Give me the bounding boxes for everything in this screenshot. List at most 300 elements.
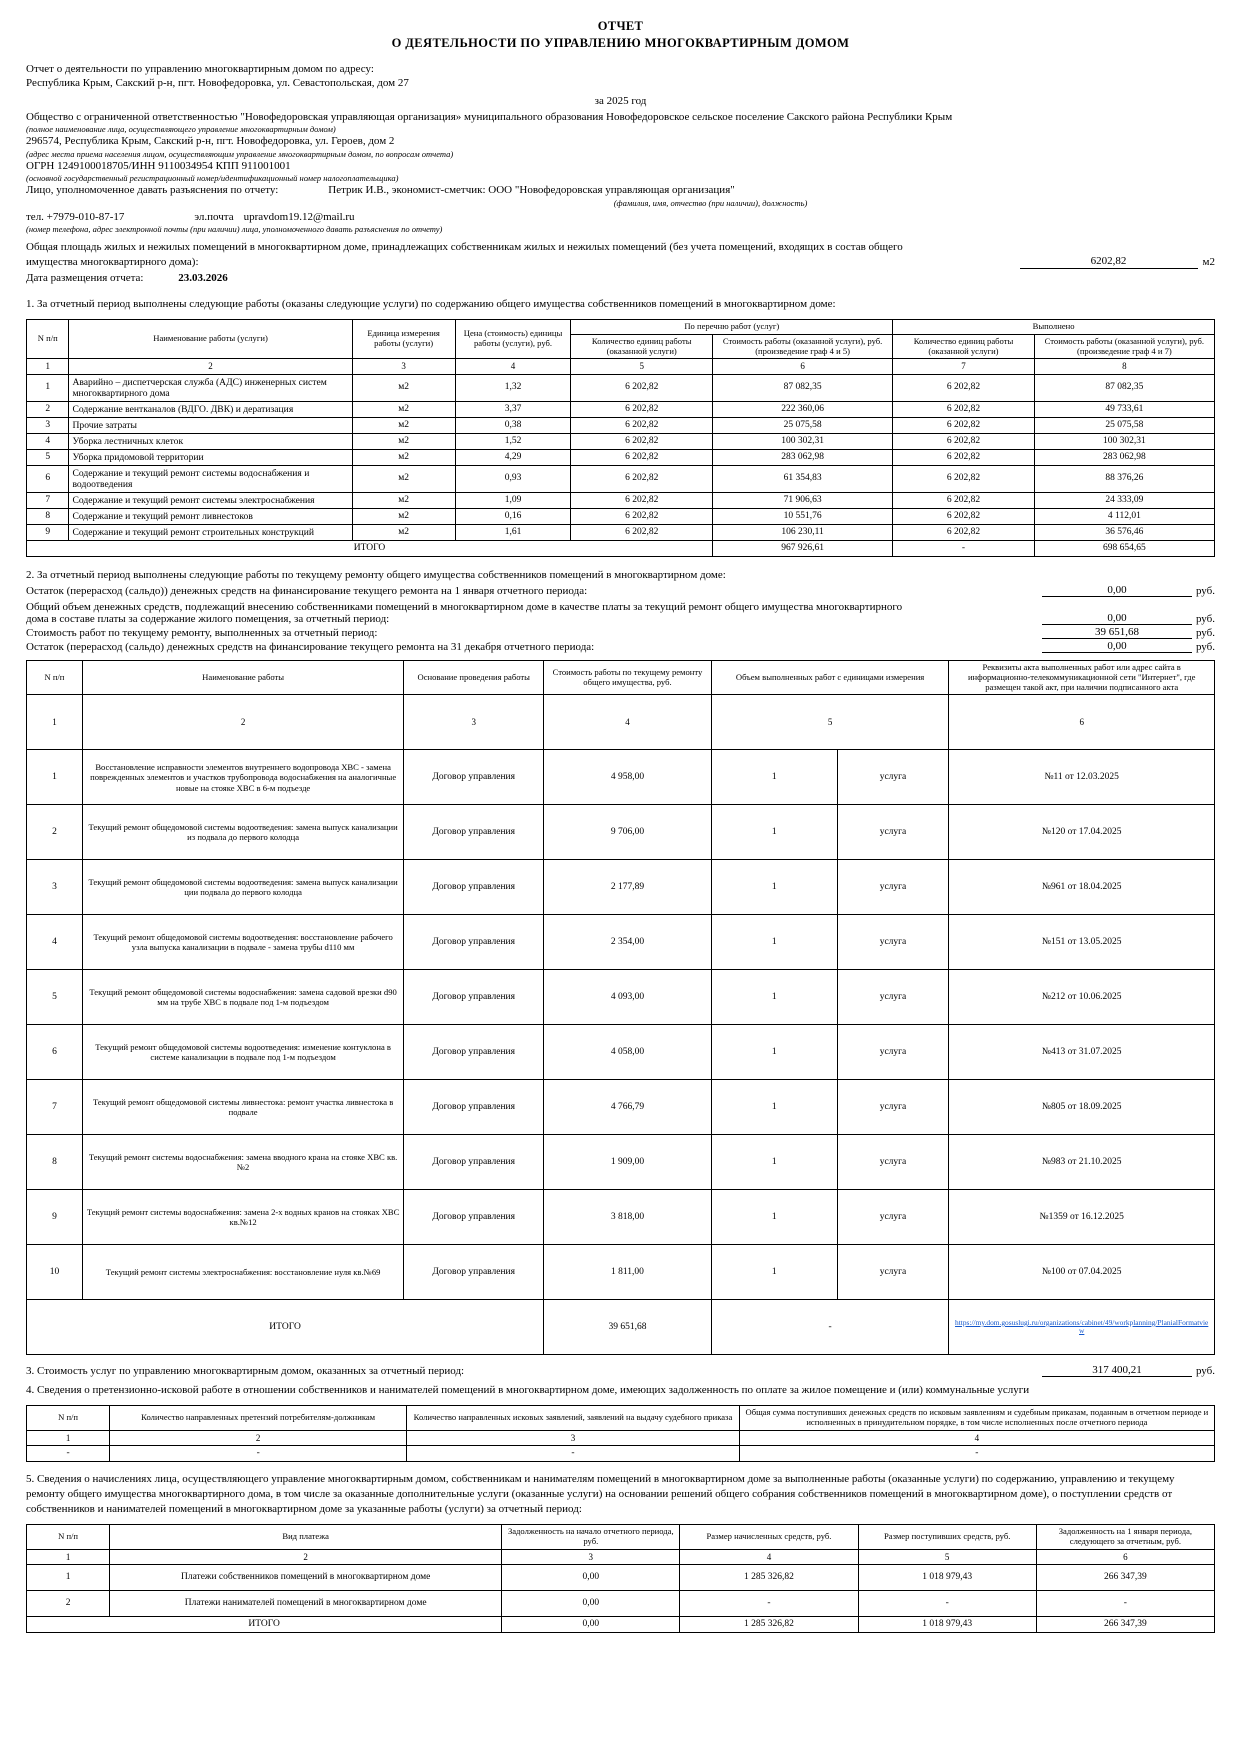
cell-n: 2 [27, 805, 83, 860]
cell-act: №100 от 07.04.2025 [949, 1245, 1215, 1300]
kv-value-2: 39 651,68 [1042, 626, 1192, 639]
cell-volume: 1 [711, 1080, 837, 1135]
t1-colnum-8: 8 [1034, 359, 1214, 374]
t1-header-7: Стоимость работы (оказанной услуги), руб. (произведение граф 4 и 7) [1034, 334, 1214, 359]
cell-n: 9 [27, 525, 69, 541]
cell-n: 8 [27, 509, 69, 525]
table-total-row [27, 541, 1215, 557]
cell-basis: Договор управления [404, 1080, 544, 1135]
cell-volume: 1 [711, 805, 837, 860]
cell-n: 10 [27, 1245, 83, 1300]
cell-unit: м2 [352, 509, 455, 525]
total-sum-plan: 967 926,61 [713, 541, 893, 557]
total-act-link-cell [949, 1300, 1215, 1355]
cell-sum-done: 4 112,01 [1034, 509, 1214, 525]
cell-received-sum: - [739, 1446, 1214, 1462]
intro-block [26, 62, 1215, 286]
cell-sum-done: 36 576,46 [1034, 525, 1214, 541]
cell-received: - [858, 1590, 1036, 1616]
cell-volume: 1 [711, 1135, 837, 1190]
kv-value-1: 0,00 [1042, 612, 1192, 625]
table-row [27, 1564, 1215, 1590]
cell-act: №151 от 13.05.2025 [949, 915, 1215, 970]
cell-qty-done: 6 202,82 [893, 449, 1035, 465]
cell-qty-plan: 6 202,82 [571, 417, 713, 433]
t1-colnum-4: 4 [455, 359, 571, 374]
accruals-table [26, 1524, 1215, 1633]
t4-header-4: Размер поступивших средств, руб. [858, 1524, 1036, 1549]
kv-unit-2: руб. [1195, 626, 1215, 639]
t4-colnum-5: 5 [858, 1549, 1036, 1564]
cell-unit: услуга [837, 1190, 949, 1245]
t2-colnum-5: 5 [711, 695, 949, 750]
cell-unit: услуга [837, 750, 949, 805]
cell-price: 1,52 [455, 433, 571, 449]
page-title [26, 18, 1215, 52]
t1-header-2: Единица измерения работы (услуги) [352, 319, 455, 359]
cell-n: 6 [27, 1025, 83, 1080]
cell-volume: 1 [711, 750, 837, 805]
cell-price: 0,16 [455, 509, 571, 525]
t4-header-0: N п/п [27, 1524, 110, 1549]
t1-header-1: Наименование работы (услуги) [69, 319, 352, 359]
ogrn-note: (основной государственный регистрационный номер/идентификационный номер налогоплательщика) [26, 173, 399, 184]
reception-address: 296574, Республика Крым, Сакский р-н, пгт. Новофедоровка, ул. Героев, дом 2 [26, 135, 395, 148]
cell-cost: 4 058,00 [544, 1025, 712, 1080]
cell-unit: м2 [352, 465, 455, 492]
kv-unit-0: руб. [1195, 584, 1215, 597]
cell-unit: м2 [352, 374, 455, 401]
table-row [27, 860, 1215, 915]
cell-n: 5 [27, 970, 83, 1025]
cell-act: №1359 от 16.12.2025 [949, 1190, 1215, 1245]
cell-name: Содержание и текущий ремонт ливнестоков [69, 509, 352, 525]
cell-volume: 1 [711, 1245, 837, 1300]
cell-cost: 4 093,00 [544, 970, 712, 1025]
section-3-label: 3. Стоимость услуг по управлению многоквартирным домом, оказанных за отчетный период: [26, 1365, 465, 1378]
t2-header-0: N п/п [27, 660, 83, 695]
cell-qty-plan: 6 202,82 [571, 449, 713, 465]
cell-work-name: Текущий ремонт общедомовой системы водоотведения: изменение контуклона в системе канализации в подвале под 1-м подъездом [82, 1025, 403, 1080]
t1-header-6: Количество единиц работы (оказанной услуги) [893, 334, 1035, 359]
cell-cost: 1 811,00 [544, 1245, 712, 1300]
org-name-note: (полное наименование лица, осуществляющего управление многоквартирным домом) [26, 124, 336, 135]
t3-header-1: Количество направленных претензий потребителям-должникам [110, 1406, 407, 1431]
cell-volume: 1 [711, 1025, 837, 1080]
table-row [27, 970, 1215, 1025]
t2-colnum-3: 3 [404, 695, 544, 750]
table-row [27, 915, 1215, 970]
section2-kv-1 [26, 601, 1215, 625]
cell-qty-plan: 6 202,82 [571, 465, 713, 492]
works-services-table [26, 319, 1215, 557]
t2-header-5: Реквизиты акта выполненных работ или адрес сайта в информационно-телекоммуникационной сети "Интернет", где размещен такой акт, при наличии подписанного акта [949, 660, 1215, 695]
contact-email-label: эл.почта [194, 210, 234, 223]
table-row [27, 1135, 1215, 1190]
cell-act: №120 от 17.04.2025 [949, 805, 1215, 860]
t3-header-2: Количество направленных исковых заявлений, заявлений на выдачу судебного приказа [407, 1406, 740, 1431]
cell-sum-done: 283 062,98 [1034, 449, 1214, 465]
cell-basis: Договор управления [404, 805, 544, 860]
cell-n: 4 [27, 915, 83, 970]
cell-n: 4 [27, 433, 69, 449]
cell-name: Уборка лестничных клеток [69, 433, 352, 449]
table-row [27, 465, 1215, 492]
cell-n: 3 [27, 860, 83, 915]
cell-unit: м2 [352, 433, 455, 449]
cell-qty-done: 6 202,82 [893, 374, 1035, 401]
table-row [27, 1245, 1215, 1300]
cell-unit: м2 [352, 492, 455, 508]
cell-name: Прочие затраты [69, 417, 352, 433]
cell-sum-done: 24 333,09 [1034, 492, 1214, 508]
t1-group-plan: По перечню работ (услуг) [571, 319, 893, 334]
cell-cost: 4 958,00 [544, 750, 712, 805]
cell-work-name: Текущий ремонт системы водоснабжения: замена 2-х водных кранов на стояках ХВС кв.№12 [82, 1190, 403, 1245]
claims-table [26, 1405, 1215, 1462]
cell-payment-type: Платежи собственников помещений в многоквартирном доме [110, 1564, 502, 1590]
cell-basis: Договор управления [404, 860, 544, 915]
total-area-unit: м2 [1202, 255, 1215, 268]
cell-work-name: Текущий ремонт системы электроснабжения: восстановление нуля кв.№69 [82, 1245, 403, 1300]
t1-header-3: Цена (стоимость) единицы работы (услуги), руб. [455, 319, 571, 359]
cell-qty-done: 6 202,82 [893, 492, 1035, 508]
ogrn-inn-kpp: ОГРН 1249100018705/ИНН 9110034954 КПП 911001001 [26, 159, 291, 172]
cell-price: 4,29 [455, 449, 571, 465]
table-row [27, 750, 1215, 805]
table-row [27, 1590, 1215, 1616]
cell-basis: Договор управления [404, 1245, 544, 1300]
cell-volume: 1 [711, 915, 837, 970]
cell-qty-done: 6 202,82 [893, 509, 1035, 525]
section-3-value: 317 400,21 [1042, 1364, 1192, 1377]
cell-cost: 3 818,00 [544, 1190, 712, 1245]
t3-colnum-4: 4 [739, 1431, 1214, 1446]
table-row [27, 525, 1215, 541]
cell-volume: 1 [711, 1190, 837, 1245]
cell-qty-plan: 6 202,82 [571, 492, 713, 508]
cell-work-name: Текущий ремонт общедомовой системы водоснабжения: замена садовой врезки d90 мм на трубе ХВС в подвале под 1-м подъездом [82, 970, 403, 1025]
cell-sum-done: 49 733,61 [1034, 401, 1214, 417]
cell-act: №11 от 12.03.2025 [949, 750, 1215, 805]
total-sum-done: 698 654,65 [1034, 541, 1214, 557]
cell-volume: 1 [711, 860, 837, 915]
cell-sum-plan: 100 302,31 [713, 433, 893, 449]
t3-header-3: Общая сумма поступивших денежных средств по исковым заявлениям и судебным приказам, поданным в отчетном периоде и исполненных в принудительном порядке, в том числе исполненных после отчетного периода [739, 1406, 1214, 1431]
kv-unit-3: руб. [1195, 640, 1215, 653]
section-3-unit: руб. [1195, 1365, 1215, 1378]
act-link[interactable]: https://my.dom.gosuslugi.ru/organizations/cabinet/49/workplanning/PlanialFormatview [955, 1317, 1209, 1336]
cell-price: 1,09 [455, 492, 571, 508]
total-debt-end: 266 347,39 [1036, 1616, 1214, 1632]
t1-colnum-6: 6 [713, 359, 893, 374]
cell-n: 8 [27, 1135, 83, 1190]
t4-header-2: Задолженность на начало отчетного периода, руб. [502, 1524, 680, 1549]
total-cost: 39 651,68 [544, 1300, 712, 1355]
kv-label-0: Остаток (перерасход (сальдо)) денежных средств на финансирование текущего ремонта на 1 января отчетного периода: [26, 584, 588, 597]
cell-act: №961 от 18.04.2025 [949, 860, 1215, 915]
cell-qty-plan: 6 202,82 [571, 509, 713, 525]
cell-qty-plan: 6 202,82 [571, 433, 713, 449]
t2-colnum-4: 4 [544, 695, 712, 750]
t1-header-5: Стоимость работы (оказанной услуги), руб. (произведение граф 4 и 5) [713, 334, 893, 359]
cell-name: Содержание и текущий ремонт системы электроснабжения [69, 492, 352, 508]
authorized-person-value: Петрик И.В., экономист-сметчик: ООО "Новофедоровская управляющая организация" [328, 184, 735, 197]
cell-sum-plan: 222 360,06 [713, 401, 893, 417]
t4-colnum-6: 6 [1036, 1549, 1214, 1564]
cell-basis: Договор управления [404, 750, 544, 805]
cell-unit: услуга [837, 805, 949, 860]
cell-qty-plan: 6 202,82 [571, 401, 713, 417]
t2-colnum-1: 1 [27, 695, 83, 750]
cell-basis: Договор управления [404, 1190, 544, 1245]
cell-unit: услуга [837, 860, 949, 915]
table-row [27, 401, 1215, 417]
table-row [27, 805, 1215, 860]
t1-header-4: Количество единиц работы (оказанной услуги) [571, 334, 713, 359]
cell-n: 1 [27, 750, 83, 805]
cell-basis: Договор управления [404, 1135, 544, 1190]
section2-kv-3 [26, 640, 1215, 653]
cell-cost: 2 354,00 [544, 915, 712, 970]
cell-basis: Договор управления [404, 915, 544, 970]
t3-colnum-3: 3 [407, 1431, 740, 1446]
cell-price: 1,61 [455, 525, 571, 541]
cell-name: Содержание вентканалов (ВДГО. ДВК) и дератизация [69, 401, 352, 417]
title-line-2: О ДЕЯТЕЛЬНОСТИ ПО УПРАВЛЕНИЮ МНОГОКВАРТИРНЫМ ДОМОМ [391, 35, 850, 50]
table-total-row [27, 1616, 1215, 1632]
t4-colnum-4: 4 [680, 1549, 858, 1564]
cell-received: 1 018 979,43 [858, 1564, 1036, 1590]
cell-qty-done: 6 202,82 [893, 525, 1035, 541]
table-row [27, 509, 1215, 525]
cell-qty-done: 6 202,82 [893, 417, 1035, 433]
t2-colnum-6: 6 [949, 695, 1215, 750]
total-accrued: 1 285 326,82 [680, 1616, 858, 1632]
cell-n: 1 [27, 1564, 110, 1590]
cell-payment-type: Платежи нанимателей помещений в многоквартирном доме [110, 1590, 502, 1616]
cell-sum-plan: 25 075,58 [713, 417, 893, 433]
table-row [27, 1190, 1215, 1245]
cell-debt-start: 0,00 [502, 1564, 680, 1590]
cell-price: 0,93 [455, 465, 571, 492]
cell-name: Аварийно – диспетчерская служба (АДС) инженерных систем многоквартирного дома [69, 374, 352, 401]
t2-header-2: Основание проведения работы [404, 660, 544, 695]
t4-colnum-3: 3 [502, 1549, 680, 1564]
cell-qty-done: 6 202,82 [893, 433, 1035, 449]
cell-basis: Договор управления [404, 970, 544, 1025]
cell-lawsuits-count: - [407, 1446, 740, 1462]
cell-price: 0,38 [455, 417, 571, 433]
table-total-row [27, 1300, 1215, 1355]
intro-line-1: Отчет о деятельности по управлению многоквартирным домом по адресу: [26, 62, 374, 75]
cell-unit: м2 [352, 525, 455, 541]
total-received: 1 018 979,43 [858, 1616, 1036, 1632]
section2-kv-2 [26, 626, 1215, 639]
org-name: Общество с ограниченной ответственностью "Новофедоровская управляющая организация» муниципального образования Новофедоровское сельское поселение Сакского района Республики Крым [26, 110, 953, 123]
cell-sum-done: 88 376,26 [1034, 465, 1214, 492]
cell-n: - [27, 1446, 110, 1462]
t1-group-done: Выполнено [893, 319, 1215, 334]
t2-colnum-2: 2 [82, 695, 403, 750]
cell-qty-plan: 6 202,82 [571, 525, 713, 541]
t4-header-1: Вид платежа [110, 1524, 502, 1549]
cell-accrued: 1 285 326,82 [680, 1564, 858, 1590]
t1-header-0: N п/п [27, 319, 69, 359]
cell-debt-end: - [1036, 1590, 1214, 1616]
cell-sum-plan: 87 082,35 [713, 374, 893, 401]
publish-date-value: 23.03.2026 [178, 272, 228, 285]
t4-header-5: Задолженность на 1 января периода, следующего за отчетным, руб. [1036, 1524, 1214, 1549]
report-address: Республика Крым, Сакский р-н, пгт. Новофедоровка, ул. Севастопольская, дом 27 [26, 77, 409, 90]
cell-cost: 1 909,00 [544, 1135, 712, 1190]
cell-name: Содержание и текущий ремонт системы водоснабжения и водоотведения [69, 465, 352, 492]
t3-header-0: N п/п [27, 1406, 110, 1431]
title-line-1: ОТЧЕТ [597, 19, 644, 33]
cell-price: 3,37 [455, 401, 571, 417]
t4-colnum-1: 1 [27, 1549, 110, 1564]
cell-price: 1,32 [455, 374, 571, 401]
t4-colnum-2: 2 [110, 1549, 502, 1564]
cell-unit: м2 [352, 417, 455, 433]
authorized-person-label: Лицо, уполномоченное давать разъяснения по отчету: [26, 184, 279, 197]
cell-cost: 4 766,79 [544, 1080, 712, 1135]
t4-header-3: Размер начисленных средств, руб. [680, 1524, 858, 1549]
cell-n: 2 [27, 401, 69, 417]
cell-qty-plan: 6 202,82 [571, 374, 713, 401]
cell-cost: 2 177,89 [544, 860, 712, 915]
cell-volume: 1 [711, 970, 837, 1025]
cell-sum-plan: 10 551,76 [713, 509, 893, 525]
kv-label-2: Стоимость работ по текущему ремонту, выполненных за отчетный период: [26, 626, 378, 639]
cell-n: 7 [27, 492, 69, 508]
cell-unit: услуга [837, 1080, 949, 1135]
cell-work-name: Текущий ремонт общедомовой системы водоотведения: восстановление рабочего узла выпуска канализации в подвале - замена трубы d110 мм [82, 915, 403, 970]
kv-label-1: Общий объем денежных средств, подлежащий внесению собственниками помещений в многоквартирном доме в качестве платы за текущий ремонт общего имущества многоквартирного дома в составе платы за содержание жилого помещения, за отчетный период: [26, 600, 903, 625]
cell-n: 7 [27, 1080, 83, 1135]
cell-unit: м2 [352, 401, 455, 417]
cell-debt-end: 266 347,39 [1036, 1564, 1214, 1590]
kv-value-3: 0,00 [1042, 640, 1192, 653]
table-row [27, 433, 1215, 449]
cell-unit: м2 [352, 449, 455, 465]
total-label: ИТОГО [27, 1300, 544, 1355]
cell-basis: Договор управления [404, 1025, 544, 1080]
table-row [27, 374, 1215, 401]
report-period: за 2025 год [594, 94, 647, 107]
table-row [27, 492, 1215, 508]
total-area-label: Общая площадь жилых и нежилых помещений в многоквартирном доме, принадлежащих собственникам жилых и нежилых помещений (без учета помещений, входящих в состав общего имущества многоквартирного дома): [26, 241, 903, 268]
cell-n: 9 [27, 1190, 83, 1245]
cell-act: №983 от 21.10.2025 [949, 1135, 1215, 1190]
section-1-heading: 1. За отчетный период выполнены следующие работы (оказаны следующие услуги) по содержанию общего имущества собственников помещений в многоквартирном доме: [26, 297, 836, 310]
cell-n: 3 [27, 417, 69, 433]
cell-claims-count: - [110, 1446, 407, 1462]
t3-colnum-1: 1 [27, 1431, 110, 1446]
cell-act: №413 от 31.07.2025 [949, 1025, 1215, 1080]
table-row [27, 417, 1215, 433]
cell-unit: услуга [837, 1025, 949, 1080]
cell-unit: услуга [837, 915, 949, 970]
total-area-value: 6202,82 [1020, 254, 1198, 270]
t1-colnum-2: 2 [69, 359, 352, 374]
cell-work-name: Восстановление исправности элементов внутреннего водопровода ХВС - замена поврежденных элементов и участков трубопровода водоснабжения на аналогичные новые на стояке ХВС в 6-м подъезде [82, 750, 403, 805]
total-label: ИТОГО [27, 1616, 502, 1632]
section-5-table-wrap [26, 1524, 1215, 1633]
reception-address-note: (адрес места приема населения лицом, осуществляющим управление многоквартирным домом, по вопросам отчета) [26, 148, 454, 159]
section-4-heading: 4. Сведения о претензионно-исковой работе в отношении собственников и нанимателей помещений в многоквартирном доме, имеющих задолженность по оплате за жилое помещение и (или) коммунальные услуги [26, 1384, 1030, 1397]
section-1-table-wrap [26, 319, 1215, 557]
contact-email: upravdom19.12@mail.ru [243, 210, 355, 223]
cell-n: 6 [27, 465, 69, 492]
cell-work-name: Текущий ремонт общедомовой системы водоотведения: замена выпуск канализации из подвала до первого колодца [82, 805, 403, 860]
authorized-person-note: (фамилия, имя, отчество (при наличии), должность) [613, 197, 808, 208]
t2-header-1: Наименование работы [82, 660, 403, 695]
section-4-table-wrap [26, 1405, 1215, 1462]
cell-debt-start: 0,00 [502, 1590, 680, 1616]
cell-unit: услуга [837, 1245, 949, 1300]
cell-name: Содержание и текущий ремонт строительных конструкций [69, 525, 352, 541]
cell-act: №212 от 10.06.2025 [949, 970, 1215, 1025]
t1-colnum-5: 5 [571, 359, 713, 374]
table-row [27, 449, 1215, 465]
cell-sum-done: 25 075,58 [1034, 417, 1214, 433]
cell-work-name: Текущий ремонт общедомовой системы ливнестока: ремонт участка ливнестока в подвале [82, 1080, 403, 1135]
cell-cost: 9 706,00 [544, 805, 712, 860]
cell-unit: услуга [837, 1135, 949, 1190]
cell-sum-done: 87 082,35 [1034, 374, 1214, 401]
cell-work-name: Текущий ремонт общедомовой системы водоотведения: замена выпуск канализации ции подвала до первого колодца [82, 860, 403, 915]
total-label: ИТОГО [27, 541, 713, 557]
t1-colnum-3: 3 [352, 359, 455, 374]
cell-accrued: - [680, 1590, 858, 1616]
publish-date-label: Дата размещения отчета: [26, 272, 144, 285]
table-row [27, 1025, 1215, 1080]
t1-colnum-1: 1 [27, 359, 69, 374]
t2-header-4: Объем выполненных работ с единицами измерения [711, 660, 949, 695]
cell-n: 1 [27, 374, 69, 401]
table-row [27, 1080, 1215, 1135]
total-debt-start: 0,00 [502, 1616, 680, 1632]
current-repairs-table [26, 660, 1215, 1356]
kv-unit-1: руб. [1195, 612, 1215, 625]
cell-qty-done: 6 202,82 [893, 465, 1035, 492]
cell-n: 5 [27, 449, 69, 465]
kv-label-3: Остаток (перерасход (сальдо) денежных средств на финансирование текущего ремонта на 31 декабря отчетного периода: [26, 640, 595, 653]
table-row [27, 1446, 1215, 1462]
cell-act: №805 от 18.09.2025 [949, 1080, 1215, 1135]
section-2-heading: 2. За отчетный период выполнены следующие работы по текущему ремонту общего имущества собственников помещений в многоквартирном доме: [26, 568, 726, 581]
contact-phone: тел. +7979-010-87-17 [26, 210, 125, 223]
kv-value-0: 0,00 [1042, 584, 1192, 597]
cell-sum-plan: 283 062,98 [713, 449, 893, 465]
section-2-table-wrap [26, 660, 1215, 1356]
section2-kv-0 [26, 584, 1215, 597]
cell-n: 2 [27, 1590, 110, 1616]
contacts-note: (номер телефона, адрес электронной почты (при наличии) лица, уполномоченного давать разъяснения по отчету) [26, 224, 443, 235]
cell-sum-plan: 106 230,11 [713, 525, 893, 541]
section-3-row [26, 1364, 1215, 1377]
total-dash: - [893, 541, 1035, 557]
section-5-heading: 5. Сведения о начислениях лица, осуществляющего управление многоквартирным домом, собственникам и нанимателям помещений в многоквартирном доме за выполненные работы (оказанные услуги) по содержанию, управлению и текущему ремонту общего имущества многоквартирного дома, в том числе за оказанные дополнительные услуги (оказанные услуги) на основании решений общего собрания собственников помещений в многоквартирном доме), о поступлении средств от собственников и нанимателей помещений в многоквартирном доме за указанные работы (услуги) за отчетный период: [26, 1473, 1175, 1515]
cell-sum-plan: 71 906,63 [713, 492, 893, 508]
cell-sum-done: 100 302,31 [1034, 433, 1214, 449]
cell-work-name: Текущий ремонт системы водоснабжения: замена вводного крана на стояке ХВС кв.№2 [82, 1135, 403, 1190]
t1-colnum-7: 7 [893, 359, 1035, 374]
total-dash: - [711, 1300, 949, 1355]
cell-name: Уборка придомовой территории [69, 449, 352, 465]
t2-header-3: Стоимость работы по текущему ремонту общего имущества, руб. [544, 660, 712, 695]
